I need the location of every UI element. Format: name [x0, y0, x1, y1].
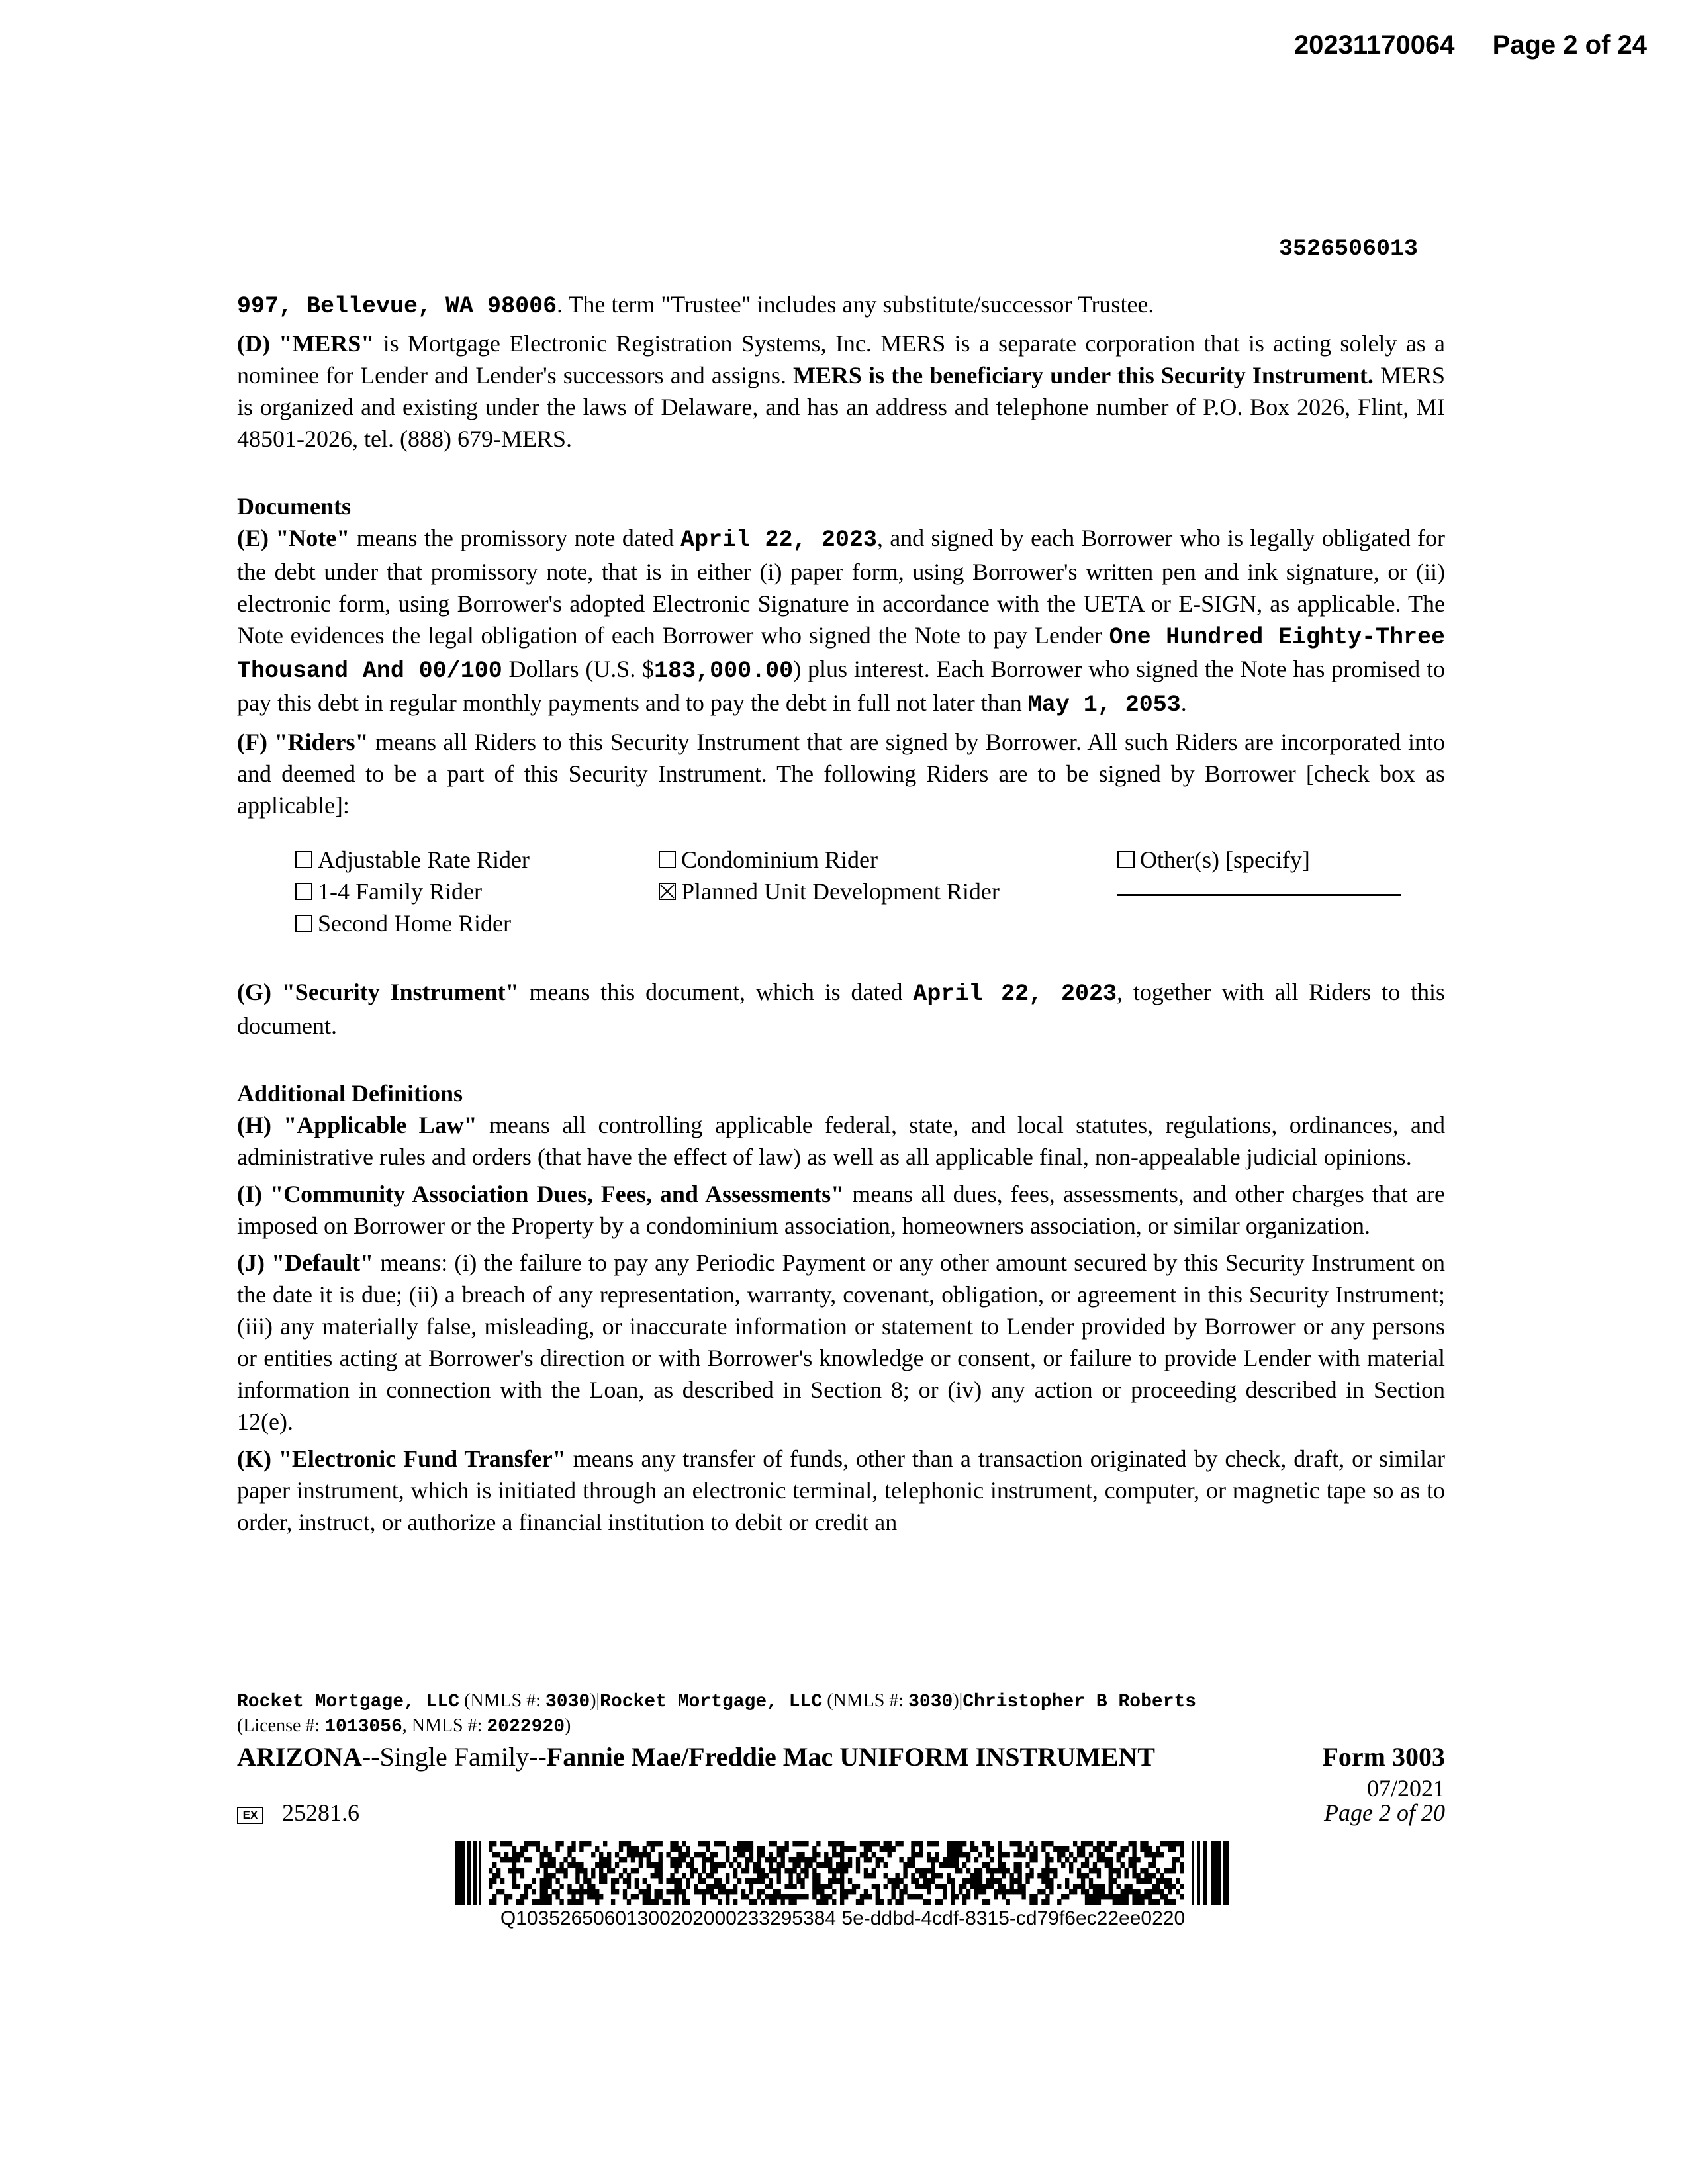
definition-label: (K) "Electronic Fund Transfer" — [237, 1445, 566, 1472]
maturity-date: May 1, 2053 — [1027, 692, 1181, 718]
form-page-number: Page 2 of 20 — [1324, 1799, 1445, 1826]
barcode-text: Q10352650601300202000233295384 5e-ddbd-4cdf-8315-cd79f6ec22ee0220 — [500, 1907, 1186, 1929]
definition-riders: (F) "Riders" means all Riders to this Security Instrument that are signed by Borrower. All such Riders are incorporated into and deemed to be a part of this Security Instrument. The following Riders are to be signed by Borrower [check box as applicable]: — [237, 729, 1445, 819]
definition-label: (G) "Security Instrument" — [237, 979, 519, 1005]
rider-adjustable-rate[interactable]: Adjustable Rate Rider — [295, 844, 530, 876]
recording-number: 20231170064 — [1293, 30, 1455, 60]
page-footer — [237, 1689, 1445, 1826]
form-date: 07/2021 — [1366, 1775, 1445, 1801]
lender-name: Rocket Mortgage, LLC — [237, 1692, 460, 1712]
instrument-date: April 22, 2023 — [913, 981, 1117, 1007]
rider-planned-unit-development[interactable]: Planned Unit Development Rider — [659, 876, 1000, 907]
loan-amount-words: One Hundred Eighty-Three Thousand And 00/100 — [237, 624, 1445, 684]
definition-label: (I) "Community Association Dues, Fees, and Assessments" — [237, 1181, 845, 1207]
recording-page-label: Page 2 of 24 — [1492, 30, 1647, 60]
mers-beneficiary-statement: MERS is the beneficiary under this Security Instrument. — [792, 362, 1374, 388]
definition-security-instrument: (G) "Security Instrument" means this document, which is dated April 22, 2023, together with all Riders to this document. — [237, 979, 1445, 1039]
definition-label: (E) "Note" — [237, 525, 350, 551]
checkbox-other[interactable] — [1117, 851, 1135, 868]
definition-electronic-fund-transfer: (K) "Electronic Fund Transfer" means any transfer of funds, other than a transaction originated by check, draft, or similar paper instrument, which is initiated through an electronic terminal, telephonic instrument, computer, or magnetic tape so as to order, instruct, or authorize a financial institution to debit or credit an — [237, 1445, 1445, 1535]
loan-number: 3526506013 — [1279, 236, 1419, 262]
definition-label: (J) "Default" — [237, 1250, 374, 1276]
definition-mers: (D) "MERS" is Mortgage Electronic Registration Systems, Inc. MERS is a separate corporation that is acting solely as a nominee for Lender and Lender's successors and assigns. MERS is the beneficiary under this Security Instrument. MERS is organized and existing under the laws of Delaware, and has an address and telephone number of P.O. Box 2026, Flint, MI 48501-2026, tel. (888) 679-MERS. — [237, 330, 1445, 452]
rider-second-home[interactable]: Second Home Rider — [295, 907, 511, 939]
other-specify-line[interactable] — [1117, 894, 1401, 896]
rider-checklist — [237, 844, 1445, 944]
definition-note: (E) "Note" means the promissory note dated April 22, 2023, and signed by each Borrower who is legally obligated for the debt under that promissory note, that is in either (i) paper form, using Borrower's written pen and ink signature, or (ii) electronic form, using Borrower's adopted Electronic Signature in accordance with the UETA or E-SIGN, as applicable. The Note evidences the legal obligation of each Borrower who signed the Note to pay Lender One Hundred Eighty-Three Thousand And 00/100 Dollars (U.S. $183,000.00) plus interest. Each Borrower who signed the Note has promised to pay this debt in regular monthly payments and to pay the debt in full not later than May 1, 2053. — [237, 525, 1445, 718]
definition-applicable-law: (H) "Applicable Law" means all controlling applicable federal, state, and local statutes, regulations, ordinances, and administrative rules and orders (that have the effect of law) as well as all applicable final, non-appealable judicial opinions. — [237, 1112, 1445, 1170]
note-date: April 22, 2023 — [680, 527, 877, 553]
trustee-continuation: 997, Bellevue, WA 98006. The term "Trustee" includes any substitute/successor Trustee. — [237, 291, 1154, 320]
checkbox-second-home[interactable] — [295, 915, 312, 932]
ex-icon: EX — [237, 1807, 263, 1824]
rider-1-4-family[interactable]: 1-4 Family Rider — [295, 876, 482, 907]
definition-default: (J) "Default" means: (i) the failure to pay any Periodic Payment or any other amount secured by this Security Instrument on the date it is due; (ii) a breach of any representation, warranty, covenant, obligation, or agreement in this Security Instrument; (iii) any materially false, misleading, or inaccurate information or statement to Lender provided by Borrower or any persons or entities acting at Borrower's direction or with Borrower's knowledge or consent, or failure to provide Lender with material information in connection with the Loan, as described in Section 8; or (iv) any action or proceeding described in Section 12(e). — [237, 1250, 1445, 1435]
section-heading-additional-definitions: Additional Definitions — [237, 1080, 463, 1107]
instrument-title: ARIZONA--Single Family--Fannie Mae/Freddie Mac UNIFORM INSTRUMENT Form 3003 — [237, 1741, 1445, 1774]
rider-other[interactable]: Other(s) [specify] — [1117, 844, 1310, 876]
trustee-address: 997, Bellevue, WA 98006 — [237, 293, 557, 320]
document-body — [237, 289, 1445, 1543]
definition-label: (F) "Riders" — [237, 729, 369, 755]
loan-amount: 183,000.00 — [654, 658, 794, 684]
document-code: EX 25281.6 — [237, 1799, 359, 1827]
checkbox-adjustable-rate[interactable] — [295, 851, 312, 868]
lender-name: Rocket Mortgage, LLC — [600, 1692, 823, 1712]
definition-community-association: (I) "Community Association Dues, Fees, and Assessments" means all dues, fees, assessments, and other charges that are imposed on Borrower or the Property by a condominium association, homeowners association, or similar organization. — [237, 1181, 1446, 1239]
checkbox-1-4-family[interactable] — [295, 883, 312, 900]
definition-label: (H) "Applicable Law" — [237, 1112, 477, 1138]
recording-header — [1294, 30, 1647, 60]
checkbox-condominium[interactable] — [659, 851, 676, 868]
section-heading-documents: Documents — [237, 493, 351, 520]
barcode-image — [455, 1841, 1230, 1905]
checkbox-planned-unit-development[interactable] — [659, 883, 676, 900]
lender-line: Rocket Mortgage, LLC (NMLS #: 3030)|Rocket Mortgage, LLC (NMLS #: 3030)|Christopher B Roberts (License #: 1013056, NMLS #: 2022920) — [237, 1690, 1197, 1737]
rider-condominium[interactable]: Condominium Rider — [659, 844, 878, 876]
loan-originator: Christopher B Roberts — [962, 1692, 1197, 1712]
definition-label: (D) "MERS" — [237, 330, 375, 357]
form-number: Form 3003 — [1322, 1742, 1445, 1772]
